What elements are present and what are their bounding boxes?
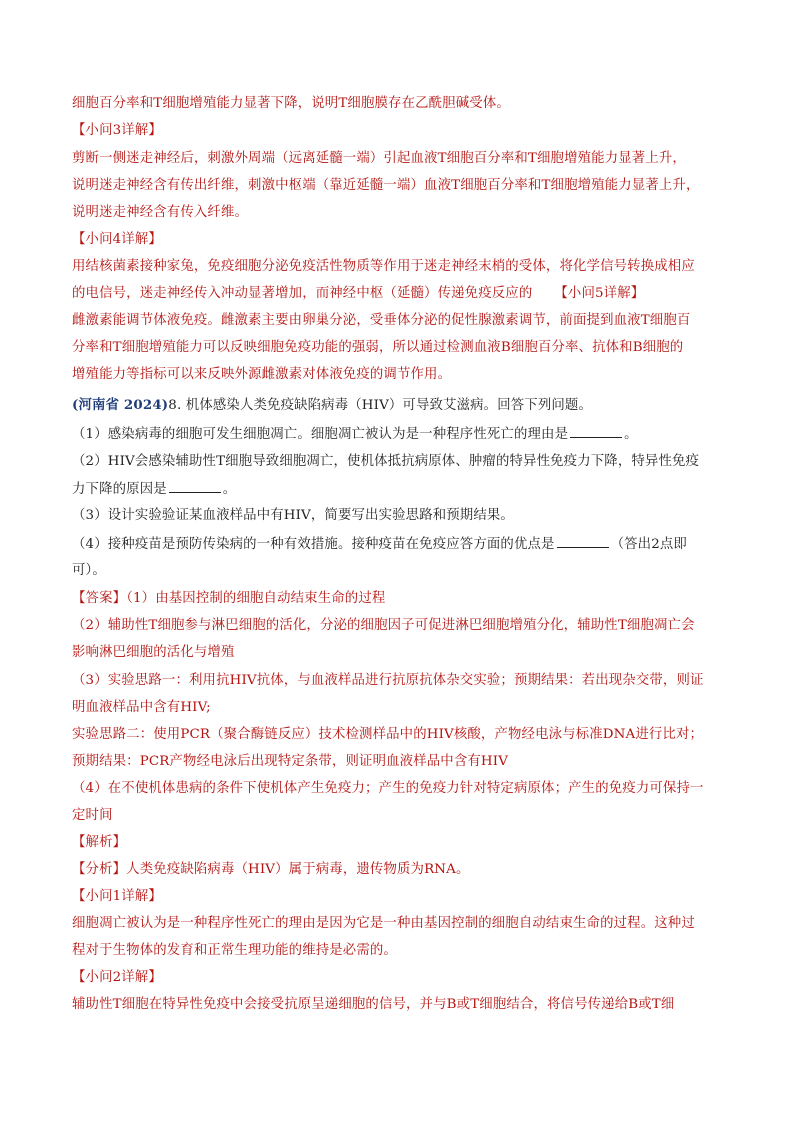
question-text: （1）感染病毒的细胞可发生细胞凋亡。细胞凋亡被认为是一种程序性死亡的理由是 (72, 427, 569, 442)
answer-line: （4）在不使机体患病的条件下使机体产生免疫力；产生的免疫力针对特定病原体；产生的免疫力可保持一 (72, 781, 704, 796)
answer-line: 实验思路二：使用PCR（聚合酶链反应）技术检测样品中的HIV核酸，产物经电泳与标准DNA进行比对； (72, 727, 704, 742)
text-line: 细胞百分率和T细胞增殖能力显著下降，说明T细胞膜存在乙酰胆碱受体。 (72, 96, 510, 111)
answer-tag: 【答案】 (72, 591, 127, 606)
answer-line: （2）辅助性T细胞参与淋巴细胞的活化，分泌的细胞因子可促进淋巴细胞增殖分化，辅助性T细胞凋亡会 (72, 618, 695, 633)
question-part-1 (72, 425, 732, 444)
answer-line (72, 590, 732, 608)
answer-line: 影响淋巴细胞的活化与增殖 (72, 645, 235, 660)
text-line: 剪断一侧迷走神经后，刺激外周端（远离延髓一端）引起血液T细胞百分率和T细胞增殖能力显著上升， (72, 151, 686, 166)
text-span: 的电信号，迷走神经传入冲动显著增加，而神经中枢（延髓）传递免疫反应的 (72, 286, 533, 301)
section-heading: 【小问1详解】 (72, 889, 162, 904)
question-part-4-cont: 可）。 (72, 563, 106, 578)
question-part-2: （2）HIV会感染辅助性T细胞导致细胞凋亡，使机体抵抗病原体、肿瘤的特异性免疫力下降，特异性免疫 (72, 454, 700, 469)
answer-blank (570, 425, 622, 438)
answer-line: （3）实验思路一：利用抗HIV抗体，与血液样品进行抗原抗体杂交实验；预期结果：若出现杂交带，则证 (72, 673, 704, 688)
section-heading: 【解析】 (72, 835, 127, 850)
section-heading: 【小问5详解】 (554, 286, 645, 301)
text-line: 分率和T细胞增殖能力可以反映细胞免疫功能的强弱，所以通过检测血液B细胞百分率、抗体和B细胞的 (72, 340, 684, 355)
answer-text: （1）由基因控制的细胞自动结束生命的过程 (126, 591, 386, 606)
punctuation: 。 (624, 427, 638, 442)
analysis-tag: 【分析】 (72, 862, 127, 877)
answer-line: 预期结果：PCR产物经电泳后出现特定条带，则证明血液样品中含有HIV (72, 754, 509, 769)
question-source: (河南省 2024) (72, 397, 169, 413)
text-line: 说明迷走神经含有传出纤维，刺激中枢端（靠近延髓一端）血液T细胞百分率和T细胞增殖能力显著上升， (72, 178, 700, 193)
analysis-line (72, 861, 732, 879)
question-part-3: （3）设计实验验证某血液样品中有HIV，简要写出实验思路和预期结果。 (72, 508, 514, 523)
answer-blank (557, 535, 609, 548)
answer-line: 定时间 (72, 808, 113, 823)
text-line: 增殖能力等指标可以来反映外源雌激素对体液免疫的调节作用。 (72, 367, 452, 382)
question-stem: 机体感染人类免疫缺陷病毒（HIV）可导致艾滋病。回答下列问题。 (185, 398, 593, 413)
text-line: 细胞凋亡被认为是一种程序性死亡的理由是因为它是一种由基因控制的细胞自动结束生命的过程。这种过 (72, 916, 695, 931)
question-part-4 (72, 535, 732, 554)
text-line: 用结核菌素接种家兔，免疫细胞分泌免疫活性物质等作用于迷走神经末梢的受体，将化学信号转换成相应 (72, 259, 695, 274)
answer-blank (169, 480, 221, 493)
answer-line: 明血液样品中含有HIV; (72, 700, 211, 715)
section-heading: 【小问3详解】 (72, 123, 162, 138)
question-header (72, 396, 732, 415)
section-heading: 【小问4详解】 (72, 232, 162, 247)
text-line: 说明迷走神经含有传入纤维。 (72, 205, 249, 220)
question-text: （4）接种疫苗是预防传染病的一种有效措施。接种疫苗在免疫应答方面的优点是 (72, 537, 555, 552)
punctuation: 。 (222, 482, 237, 497)
question-text: （答出2点即 (610, 537, 687, 552)
analysis-text: 人类免疫缺陷病毒（HIV）属于病毒，遗传物质为RNA。 (126, 862, 470, 877)
question-part-2-cont (72, 480, 732, 499)
question-text: 力下降的原因是 (72, 482, 167, 497)
question-number: 8. (168, 398, 182, 413)
text-line (72, 285, 732, 303)
text-line: 雌激素能调节体液免疫。雌激素主要由卵巢分泌，受垂体分泌的促性腺激素调节，前面提到血液T细胞百 (72, 313, 691, 328)
text-line: 程对于生物体的发育和正常生理功能的维持是必需的。 (72, 943, 397, 958)
text-line: 辅助性T细胞在特异性免疫中会接受抗原呈递细胞的信号，并与B或T细胞结合，将信号传递给B或T细 (72, 997, 675, 1012)
section-heading: 【小问2详解】 (72, 970, 162, 985)
